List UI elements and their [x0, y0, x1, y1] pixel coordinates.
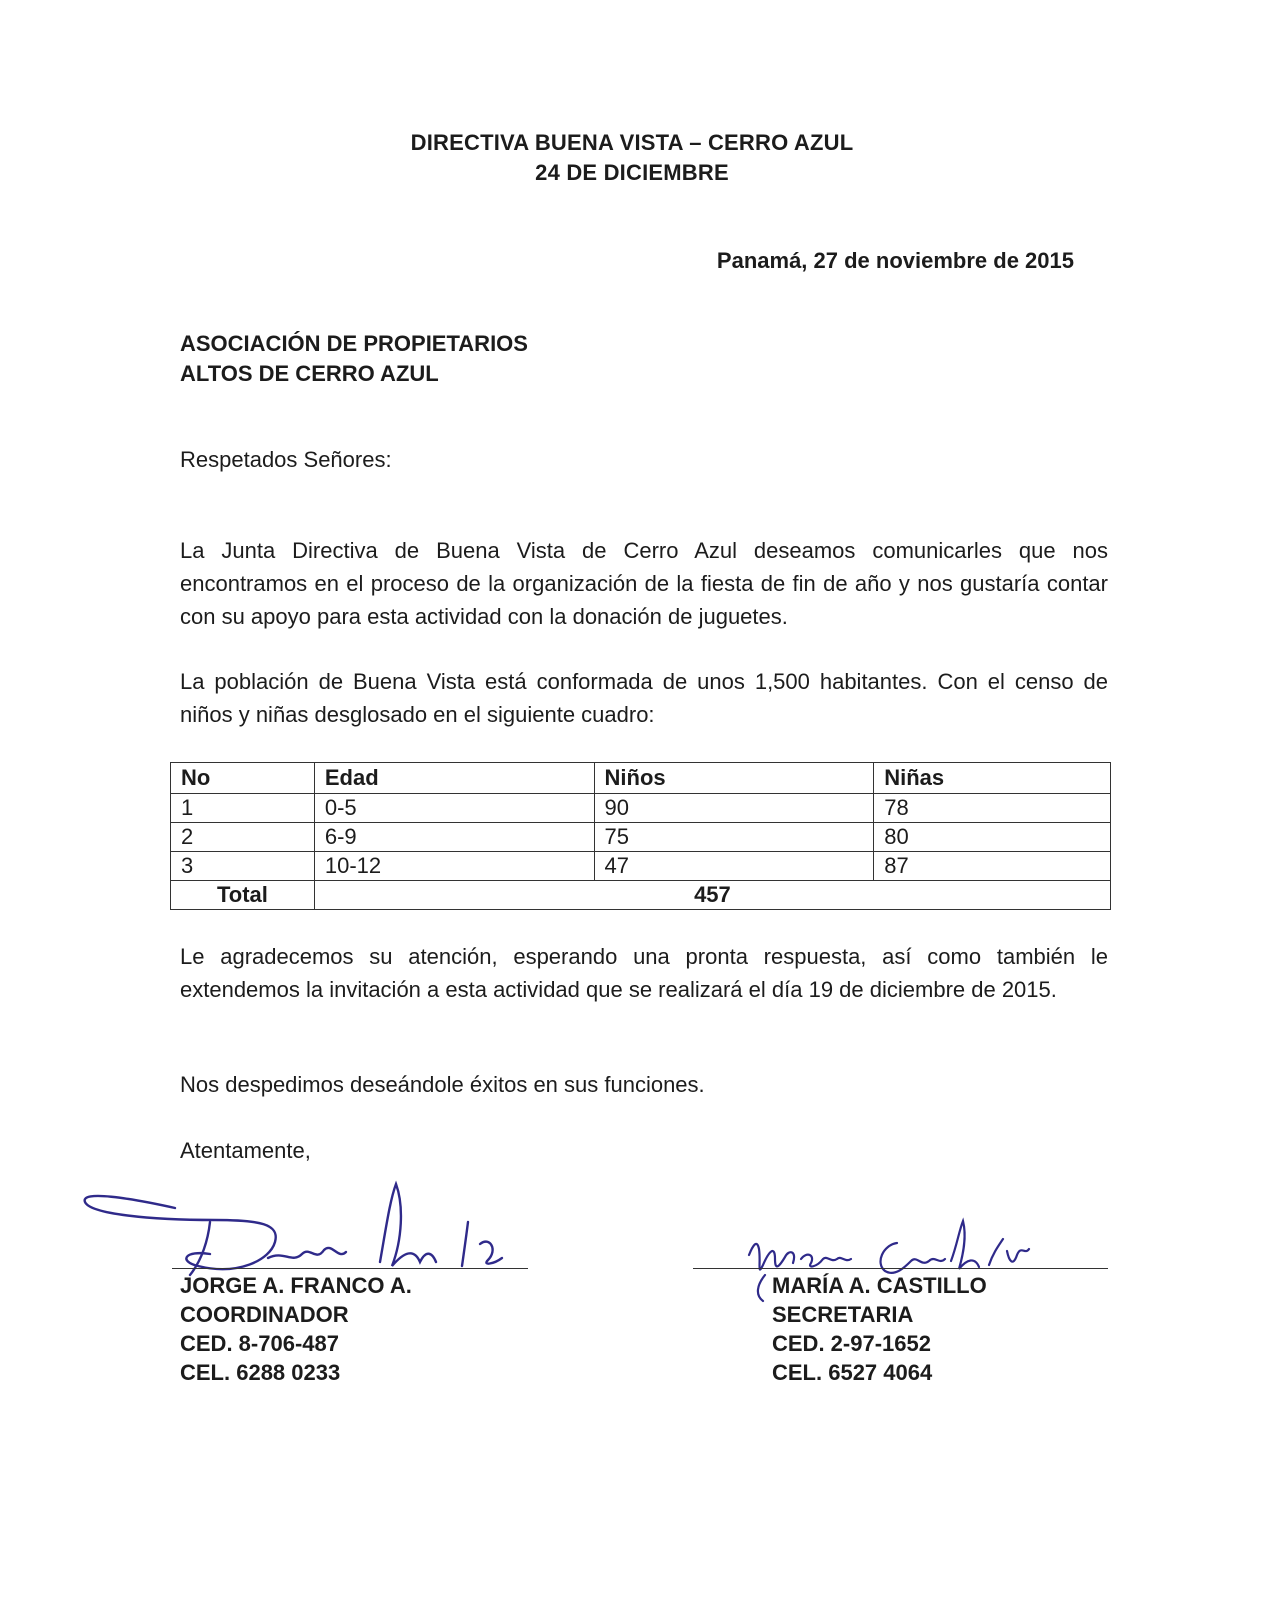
- cell-edad: 0-5: [314, 794, 594, 823]
- recipient-line-1: ASOCIACIÓN DE PROPIETARIOS: [180, 331, 528, 356]
- cell-no: 2: [171, 823, 315, 852]
- column-header-ninas: Niñas: [874, 763, 1111, 794]
- signatory-left-name: JORGE A. FRANCO A.: [180, 1273, 412, 1298]
- column-header-ninos: Niños: [594, 763, 874, 794]
- table-total-row: [171, 881, 1111, 910]
- paragraph-farewell: Nos despedimos deseándole éxitos en sus funciones.: [180, 1072, 705, 1097]
- signatory-left: [180, 1271, 412, 1387]
- cell-ninas: 87: [874, 852, 1111, 881]
- cell-ninos: 47: [594, 852, 874, 881]
- cell-edad: 10-12: [314, 852, 594, 881]
- signatory-right: [772, 1271, 987, 1387]
- cell-ninos: 90: [594, 794, 874, 823]
- paragraph-intro: La Junta Directiva de Buena Vista de Cerro Azul deseamos comunicarles que nos encontramos en el proceso de la organización de la fiesta de fin de año y nos gustaría contar con su apoyo para esta actividad con la donación de juguetes.: [180, 538, 1108, 629]
- signatory-left-ced: CED. 8-706-487: [180, 1331, 339, 1356]
- signatory-right-cel: CEL. 6527 4064: [772, 1360, 933, 1385]
- signatory-right-ced: CED. 2-97-1652: [772, 1331, 931, 1356]
- signatory-left-cel: CEL. 6288 0233: [180, 1360, 341, 1385]
- closing: Atentamente,: [180, 1138, 311, 1163]
- column-header-edad: Edad: [314, 763, 594, 794]
- paragraph-population: La población de Buena Vista está conformada de unos 1,500 habitantes. Con el censo de niños y niñas desglosado en el siguiente cuadro:: [180, 669, 1108, 727]
- table-row: [171, 794, 1111, 823]
- cell-no: 3: [171, 852, 315, 881]
- recipient-line-2: ALTOS DE CERRO AZUL: [180, 361, 439, 386]
- cell-ninas: 80: [874, 823, 1111, 852]
- cell-no: 1: [171, 794, 315, 823]
- paragraph-thanks: Le agradecemos su atención, esperando una pronta respuesta, así como también le extendemos la invitación a esta actividad que se realizará el día 19 de diciembre de 2015.: [180, 944, 1108, 1002]
- salutation: Respetados Señores:: [180, 447, 392, 472]
- signature-line-right: [693, 1268, 1108, 1269]
- column-header-no: No: [171, 763, 315, 794]
- signature-line-left: [172, 1268, 528, 1269]
- signatory-left-title: COORDINADOR: [180, 1302, 349, 1327]
- cell-edad: 6-9: [314, 823, 594, 852]
- cell-ninas: 78: [874, 794, 1111, 823]
- census-table: [170, 762, 1111, 910]
- header-subtitle: 24 DE DICIEMBRE: [535, 160, 729, 185]
- total-value: 457: [314, 881, 1110, 910]
- signatory-right-title: SECRETARIA: [772, 1302, 914, 1327]
- total-label: Total: [171, 881, 315, 910]
- letter-date: Panamá, 27 de noviembre de 2015: [716, 248, 1074, 273]
- header-title: DIRECTIVA BUENA VISTA – CERRO AZUL: [410, 130, 854, 155]
- table-row: [171, 823, 1111, 852]
- table-row: [171, 852, 1111, 881]
- cell-ninos: 75: [594, 823, 874, 852]
- signatory-right-name: MARÍA A. CASTILLO: [772, 1273, 987, 1298]
- table-header-row: [171, 763, 1111, 794]
